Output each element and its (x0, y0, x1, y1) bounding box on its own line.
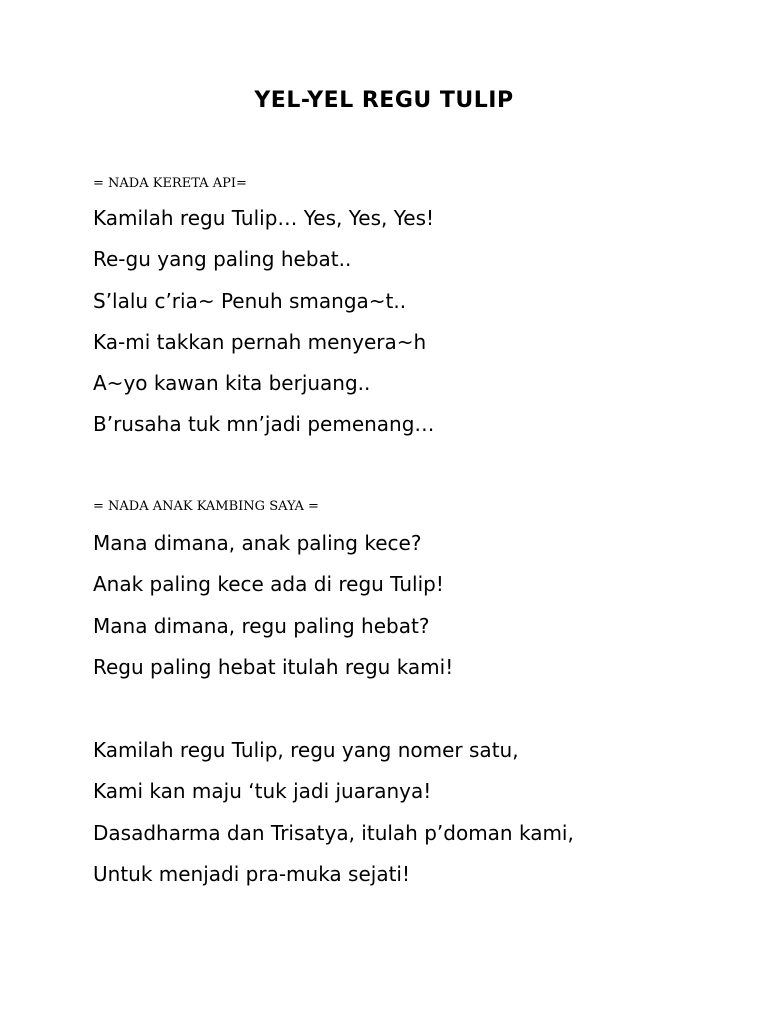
lyric-line: Regu paling hebat itulah regu kami! (93, 654, 454, 679)
lyric-line: Mana dimana, regu paling hebat? (93, 613, 430, 638)
verse-closing (93, 735, 574, 900)
lyric-line: Re-gu yang paling hebat.. (93, 247, 352, 272)
lyric-line: Kamilah regu Tulip… Yes, Yes, Yes! (93, 206, 435, 230)
lyric-line: Dasadharma dan Trisatya, itulah p’doman kami, (93, 820, 574, 845)
lyric-line: Anak paling kece ada di regu Tulip! (93, 572, 444, 597)
document-title: YEL-YEL REGU TULIP (254, 88, 514, 113)
verse-anak-kambing (93, 528, 453, 693)
lyric-line: Untuk menjadi pra-muka sejati! (93, 861, 411, 886)
tune-label-kereta-api: = NADA KERETA API= (93, 176, 247, 191)
lyric-line: Kamilah regu Tulip, regu yang nomer satu, (93, 738, 519, 762)
lyric-line: A~yo kawan kita berjuang.. (93, 371, 371, 396)
lyric-line: Ka-mi takkan pernah menyera~h (93, 329, 427, 354)
lyric-line: Mana dimana, anak paling kece? (93, 531, 422, 555)
tune-label-anak-kambing: = NADA ANAK KAMBING SAYA = (93, 499, 319, 514)
verse-kereta-api (93, 203, 434, 451)
lyric-line: B’rusaha tuk mn’jadi pemenang… (93, 412, 435, 437)
lyric-line: S’lalu c’ria~ Penuh smanga~t.. (93, 288, 407, 313)
lyric-line: Kami kan maju ‘tuk jadi juaranya! (93, 779, 432, 804)
